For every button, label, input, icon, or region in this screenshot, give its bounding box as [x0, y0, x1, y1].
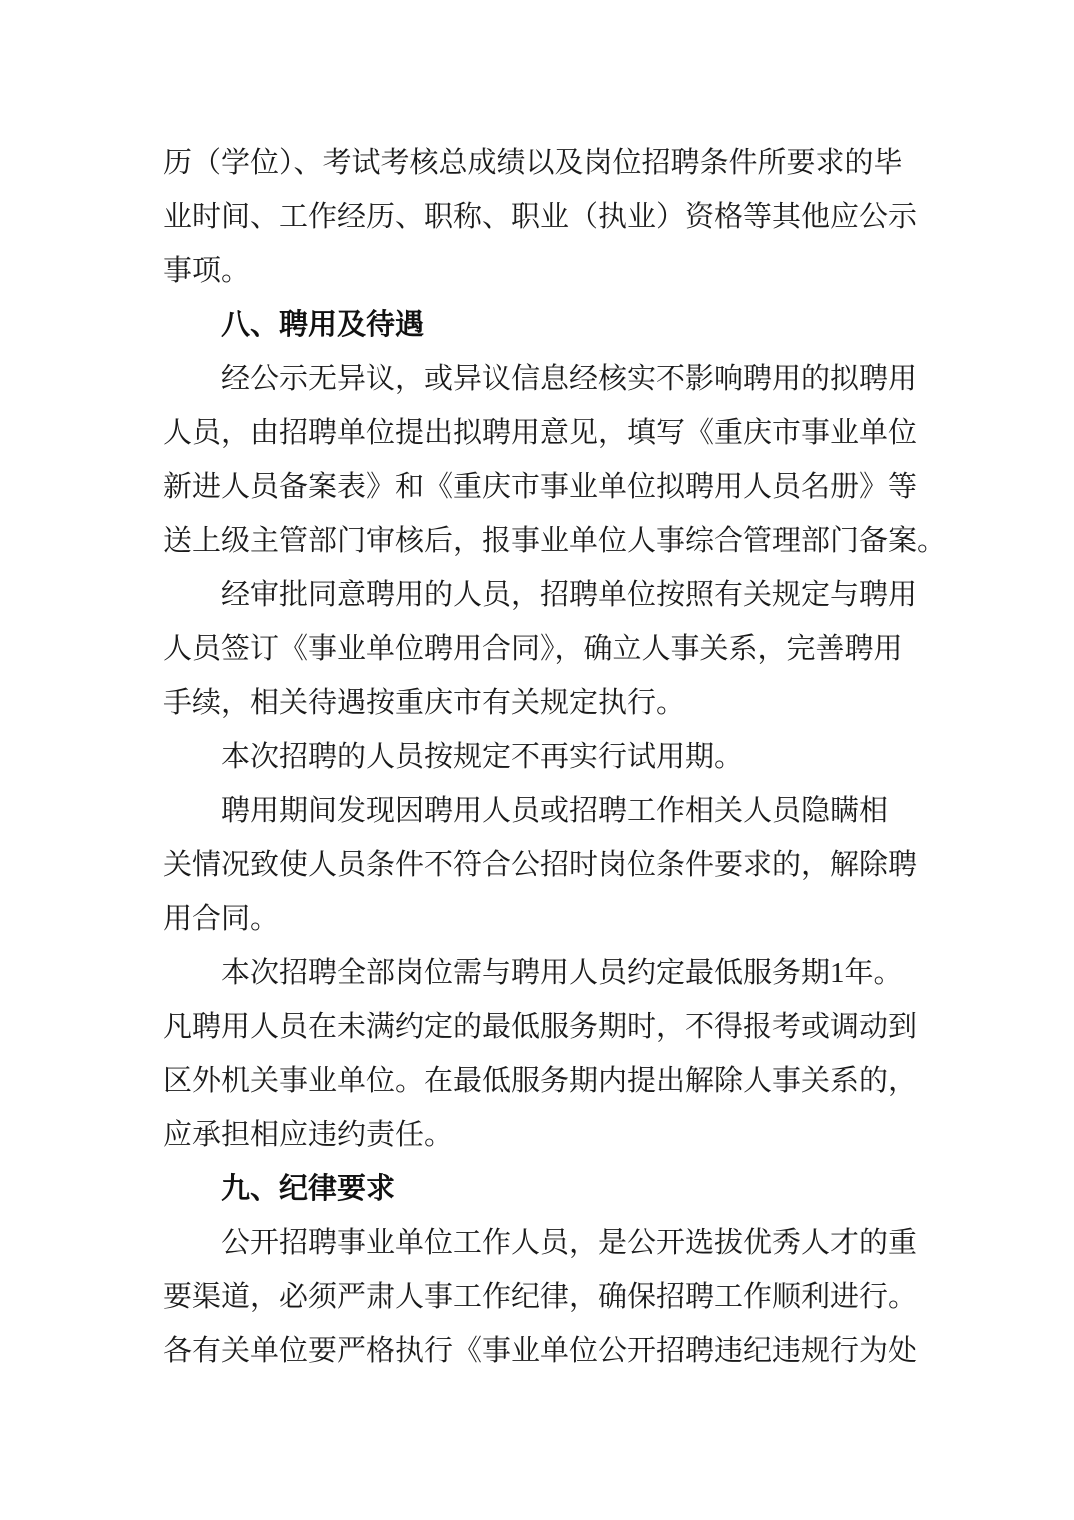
body-text-line: 本次招聘全部岗位需与聘用人员约定最低服务期1年。 — [221, 957, 903, 989]
body-text-line: 本次招聘的人员按规定不再实行试用期。 — [221, 741, 744, 773]
section-heading: 九、纪律要求 — [221, 1173, 396, 1205]
body-text-line: 应承担相应违约责任。 — [163, 1119, 454, 1151]
body-text-line: 业时间、工作经历、职称、职业（执业）资格等其他应公示 — [163, 201, 918, 233]
body-text-line: 凡聘用人员在未满约定的最低服务期时，不得报考或调动到 — [163, 1011, 918, 1043]
body-text-line: 手续，相关待遇按重庆市有关规定执行。 — [163, 687, 686, 719]
body-text-line: 关情况致使人员条件不符合公招时岗位条件要求的，解除聘 — [163, 849, 918, 881]
body-text-line: 送上级主管部门审核后，报事业单位人事综合管理部门备案。 — [163, 525, 947, 557]
body-text-line: 用合同。 — [163, 903, 280, 935]
body-text-line: 经审批同意聘用的人员，招聘单位按照有关规定与聘用 — [221, 579, 918, 611]
body-text-line: 各有关单位要严格执行《事业单位公开招聘违纪违规行为处 — [163, 1335, 918, 1367]
body-text-line: 人员，由招聘单位提出拟聘用意见，填写《重庆市事业单位 — [163, 417, 918, 449]
document-text — [163, 136, 947, 1378]
body-text-line: 人员签订《事业单位聘用合同》，确立人事关系，完善聘用 — [163, 633, 903, 665]
section-heading: 八、聘用及待遇 — [221, 309, 425, 341]
body-text-line: 新进人员备案表》和《重庆市事业单位拟聘用人员名册》等 — [163, 471, 918, 503]
body-text-line: 聘用期间发现因聘用人员或招聘工作相关人员隐瞒相 — [221, 795, 889, 827]
body-text-line: 要渠道，必须严肃人事工作纪律，确保招聘工作顺利进行。 — [163, 1281, 918, 1313]
body-text-line: 经公示无异议，或异议信息经核实不影响聘用的拟聘用 — [221, 363, 918, 395]
body-text-line: 公开招聘事业单位工作人员，是公开选拔优秀人才的重 — [221, 1227, 918, 1259]
body-text-line: 事项。 — [163, 255, 251, 287]
body-text-line: 区外机关事业单位。在最低服务期内提出解除人事关系的， — [163, 1065, 918, 1097]
body-text-line: 历（学位）、考试考核总成绩以及岗位招聘条件所要求的毕 — [163, 147, 903, 179]
